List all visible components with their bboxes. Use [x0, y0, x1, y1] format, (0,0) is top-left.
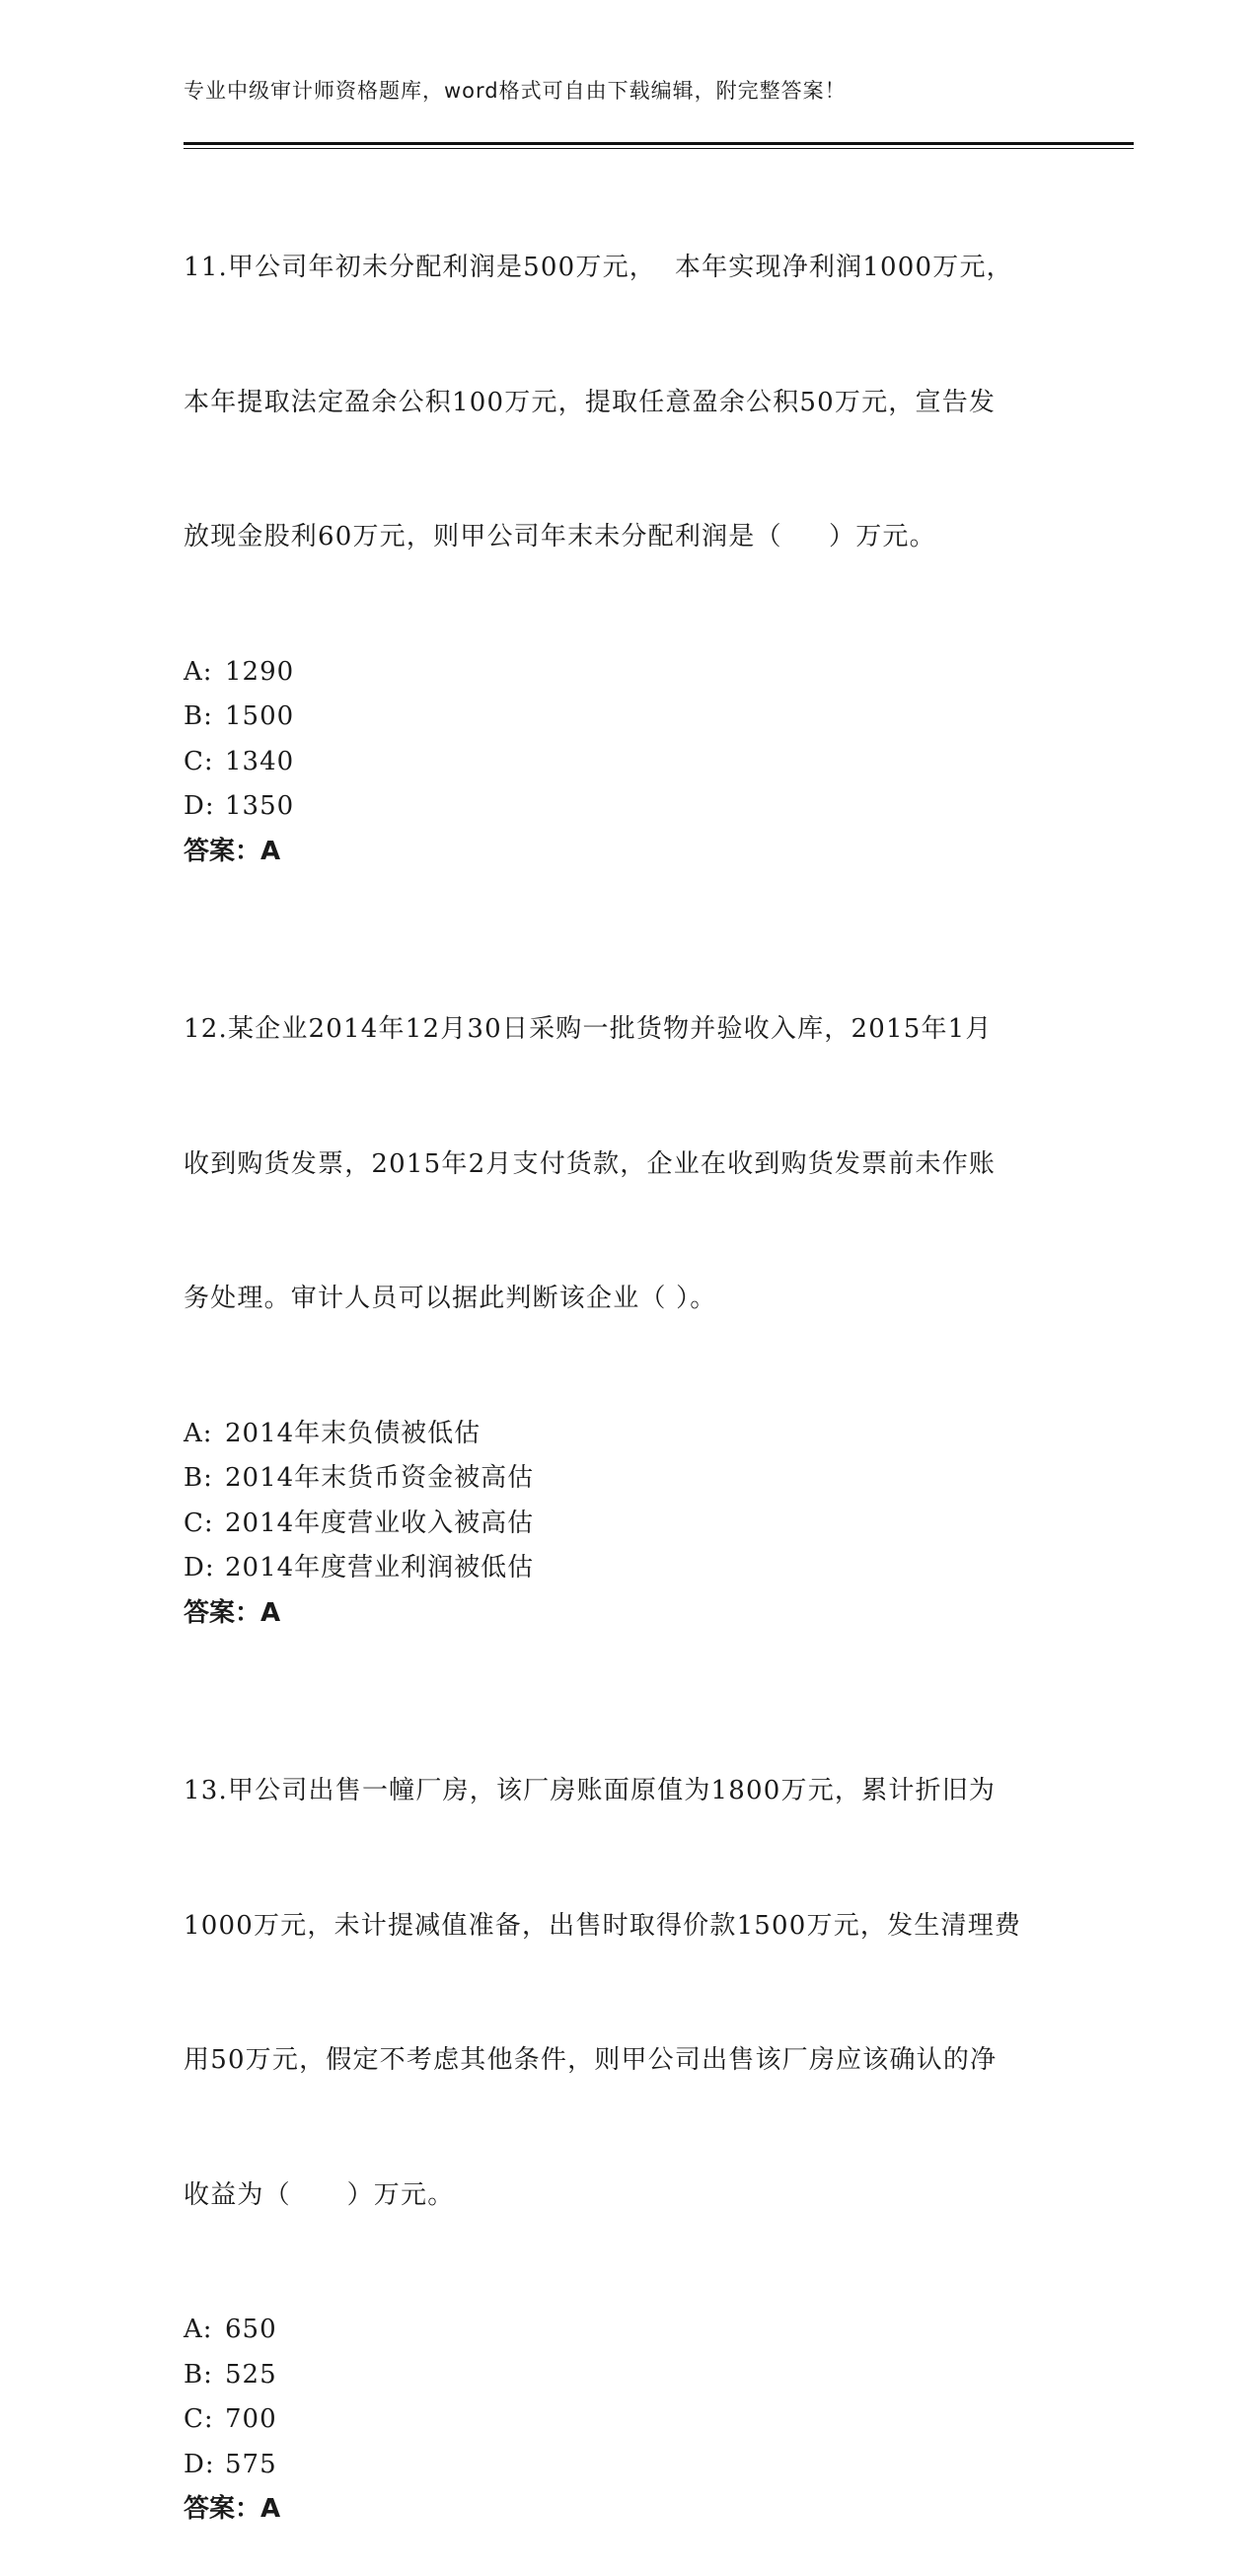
option-b — [184, 695, 1072, 740]
question-line: 1000万元，未计提减值准备，出售时取得价款1500万元，发生清理费 — [184, 1910, 1022, 1941]
option-letter: B: — [184, 1463, 213, 1493]
option-d — [184, 2443, 1072, 2488]
answer-label: 答案：A — [184, 2494, 281, 2524]
option-letter: B: — [184, 2359, 213, 2390]
option-letter: D: — [184, 1553, 215, 1582]
question-line: 放现金股利60万元，则甲公司年末未分配利润是（ ）万元。 — [184, 522, 936, 552]
option-text: 2014年末负债被低估 — [225, 1418, 481, 1448]
question-line: 收到购货发票，2015年2月支付货款，企业在收到购货发票前未作账 — [184, 1148, 997, 1179]
question-line: 收益为（ ）万元。 — [184, 2179, 455, 2210]
option-letter: D: — [184, 2449, 215, 2479]
question-line: 12.某企业2014年12月30日采购一批货物并验收入库，2015年1月 — [184, 1014, 993, 1044]
option-letter: C: — [184, 746, 214, 776]
option-d — [184, 784, 1072, 830]
option-text: 1340 — [225, 746, 295, 776]
option-letter: C: — [184, 2404, 214, 2434]
option-text: 525 — [225, 2359, 277, 2390]
option-letter: A: — [184, 2315, 213, 2344]
header-rule-thin — [184, 148, 1134, 149]
option-letter: A: — [184, 656, 213, 687]
option-text: 2014年度营业收入被高估 — [225, 1508, 535, 1538]
option-text: 1290 — [225, 656, 295, 687]
question-line: 11.甲公司年初未分配利润是500万元， 本年实现净利润1000万元， — [184, 253, 1013, 282]
option-text: 700 — [225, 2404, 277, 2434]
option-a — [184, 2308, 1072, 2353]
question-list — [184, 156, 1072, 2576]
question-line: 13.甲公司出售一幢厂房，该厂房账面原值为1800万元，累计折旧为 — [184, 1776, 997, 1805]
question-12 — [184, 918, 1072, 1636]
option-text: 1500 — [225, 701, 295, 731]
question-11 — [184, 156, 1072, 874]
question-text — [184, 1679, 1072, 2308]
option-text: 2014年末货币资金被高估 — [225, 1463, 535, 1493]
option-b — [184, 1456, 1072, 1502]
option-letter: A: — [184, 1418, 213, 1448]
option-letter: C: — [184, 1508, 214, 1538]
option-a — [184, 650, 1072, 696]
option-text: 2014年度营业利润被低估 — [225, 1553, 535, 1582]
question-line: 务处理。审计人员可以据此判断该企业（ ）。 — [184, 1284, 717, 1313]
header-rule-thick — [184, 142, 1134, 145]
question-text — [184, 156, 1072, 650]
answer-label: 答案：A — [184, 1597, 281, 1628]
option-text: 1350 — [225, 791, 295, 821]
option-b — [184, 2353, 1072, 2398]
answer-label: 答案：A — [184, 836, 281, 866]
option-letter: B: — [184, 701, 213, 731]
option-c — [184, 2397, 1072, 2443]
option-text: 650 — [225, 2315, 277, 2344]
option-letter: D: — [184, 791, 215, 821]
option-a — [184, 1412, 1072, 1457]
page-header: 专业中级审计师资格题库，word格式可自由下载编辑，附完整答案！ — [184, 79, 847, 103]
option-c — [184, 740, 1072, 785]
question-line: 用50万元，假定不考虑其他条件，则甲公司出售该厂房应该确认的净 — [184, 2045, 998, 2075]
question-text — [184, 918, 1072, 1412]
option-d — [184, 1546, 1072, 1591]
option-c — [184, 1502, 1072, 1547]
question-line: 本年提取法定盈余公积100万元，提取任意盈余公积50万元，宣告发 — [184, 387, 997, 417]
question-13 — [184, 1679, 1072, 2533]
option-text: 575 — [225, 2449, 277, 2479]
